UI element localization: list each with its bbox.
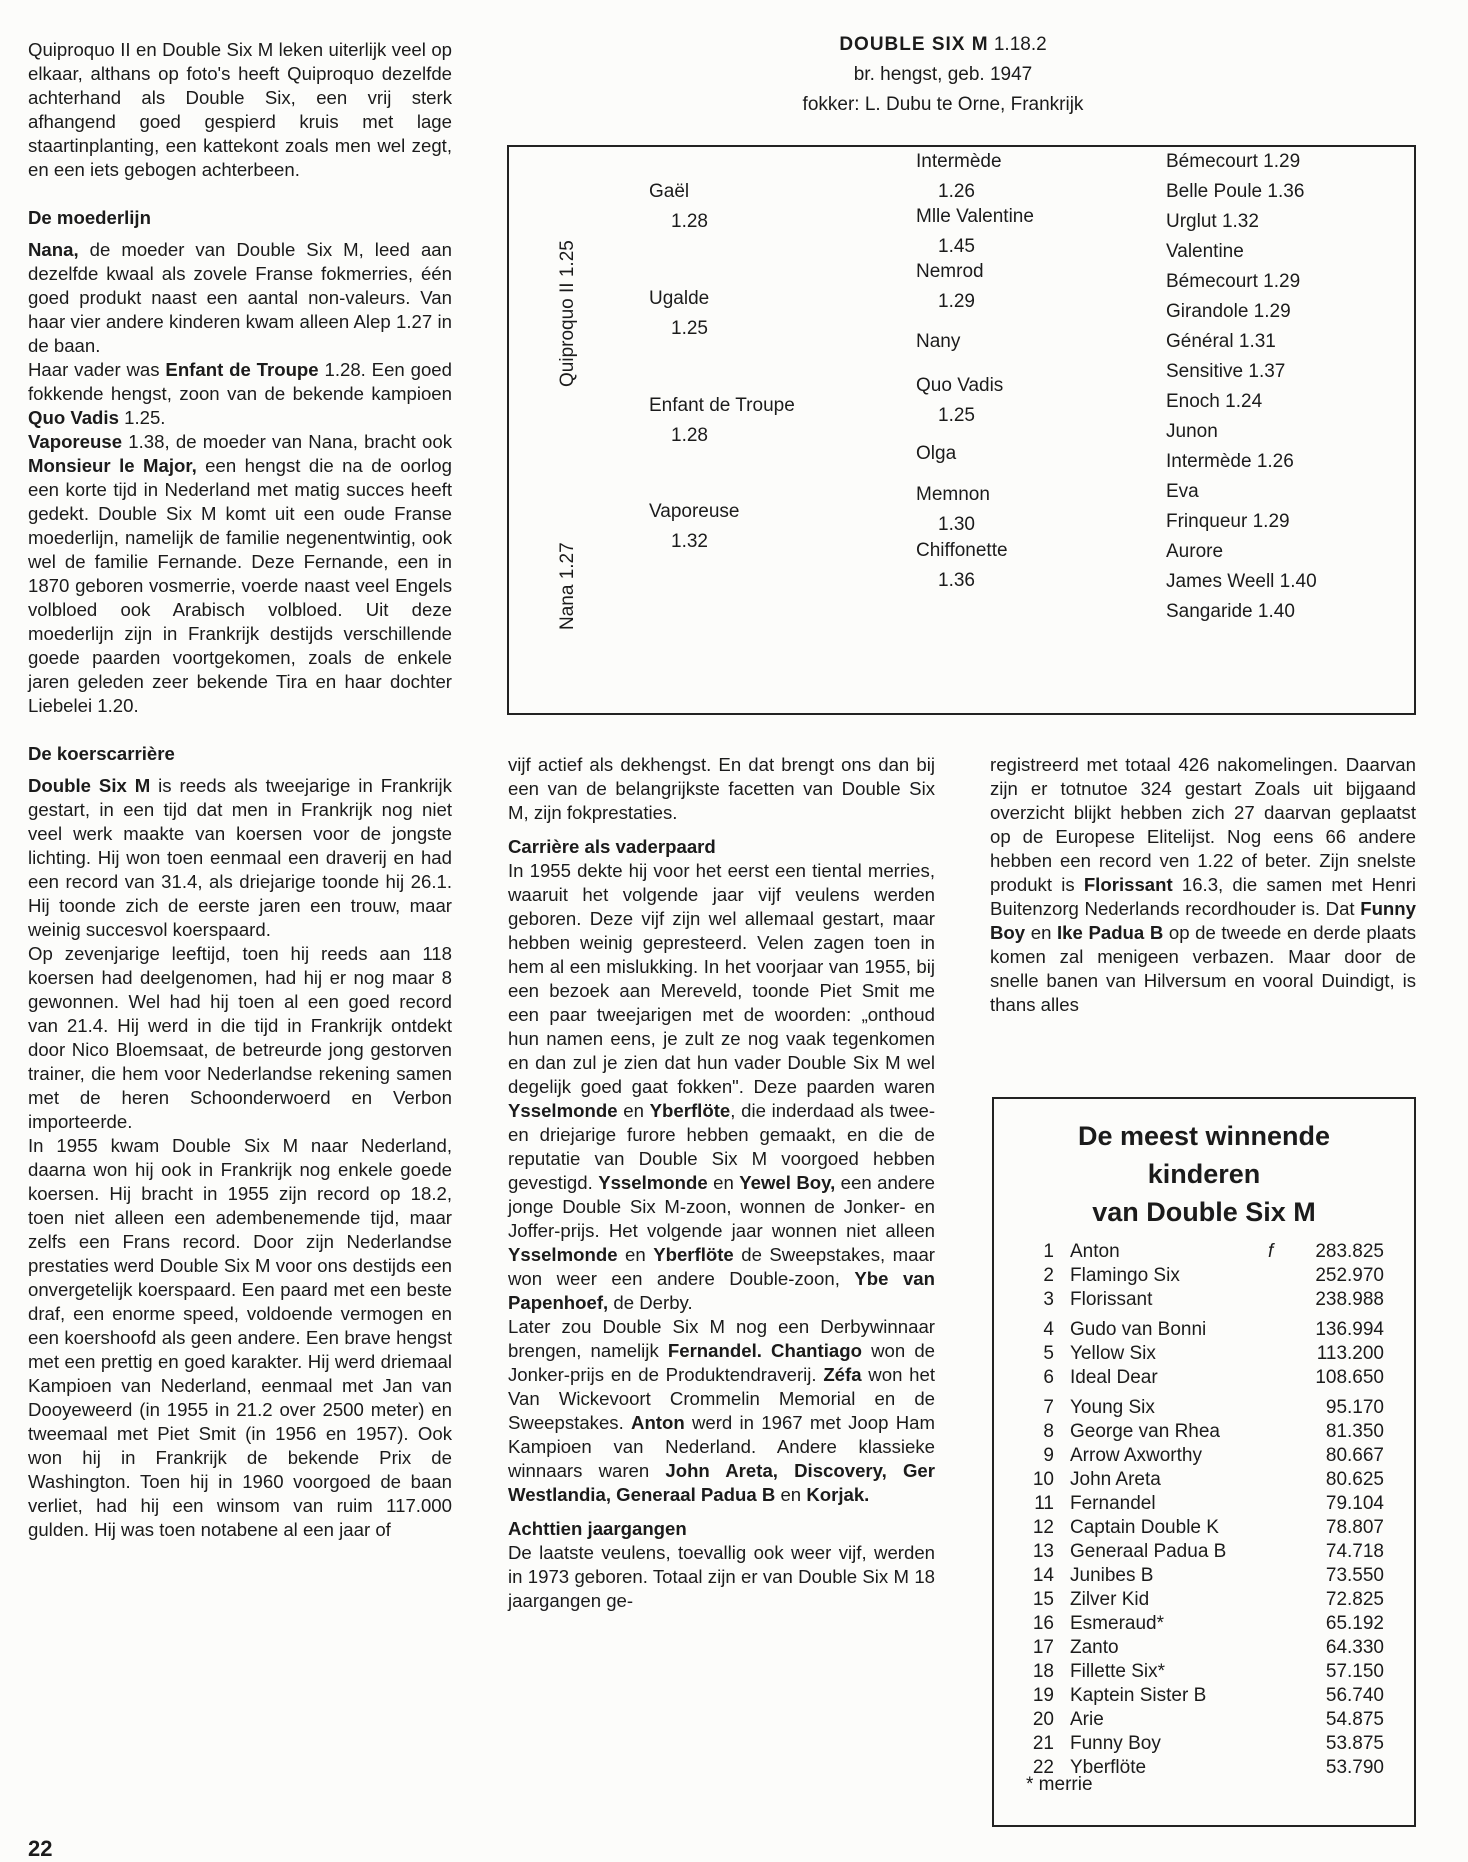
gen2-gael: Gaël 1.28 bbox=[649, 181, 708, 232]
gen3-valentine: Mlle Valentine 1.45 bbox=[916, 206, 1034, 257]
gen3-olga: Olga bbox=[916, 443, 957, 464]
paragraph-koers: Double Six M is reeds als tweejarige in Frankrijk gestart, in een tijd dat men in Frankrijk nog niet veel werk maakte van koersen voor de jongste lichting. Hij won toen eenmaal een draverij en had een record van 31.4, als driejarige toonde hij 26.1. Hij toonde zich de eerste jaren een trouw, maar weinig succesvol koerspaard. bbox=[28, 775, 452, 940]
winner-name: Arie bbox=[1070, 1709, 1104, 1730]
gen3-memnon: Memnon 1.30 bbox=[916, 484, 990, 535]
winner-row bbox=[1024, 1612, 1384, 1636]
gen2-enfant: Enfant de Troupe 1.28 bbox=[649, 395, 795, 446]
winner-row bbox=[1024, 1264, 1384, 1288]
winner-row bbox=[1024, 1540, 1384, 1564]
winner-name: Generaal Padua B bbox=[1070, 1541, 1227, 1562]
winner-name: Anton bbox=[1070, 1241, 1120, 1262]
paragraph-vaporeuse: Vaporeuse 1.38, de moeder van Nana, bracht ook Monsieur le Major, een hengst die na de oorlog een korte tijd in Nederland met matig succes heeft gedekt. Double Six M komt uit een oude Franse moederlijn, namelijk de familie negenentwintig, ook wel de familie Fernande. Deze Fernande, een in 1870 geboren vosmerrie, voerde naast veel Engels volbloed ook Arabisch volbloed. Uit deze moederlijn zijn in Frankrijk destijds verschillende goede paarden voortgekomen, zoals de enkele jaren geleden zeer bekende Tira en haar dochter Liebelei 1.20. bbox=[28, 431, 452, 716]
intro-paragraph: Quiproquo II en Double Six M leken uiterlijk veel op elkaar, althans op foto's heeft Quiproquo dezelfde achterhand als Double Six, een vrij sterk afhangend goed gespierd kruis met lage staartinplanting, een kattekont zoals men wel zegt, en een iets gebogen achterbeen. bbox=[28, 39, 452, 180]
winners-title: De meest winnende kinderen van Double Six M bbox=[1077, 1121, 1331, 1227]
winner-earnings: 283.825 bbox=[1315, 1241, 1384, 1262]
winner-row bbox=[1024, 1240, 1384, 1264]
gen3-intermede: Intermède 1.26 bbox=[916, 151, 1002, 202]
winner-name: Junibes B bbox=[1070, 1565, 1154, 1586]
winner-earnings: 79.104 bbox=[1325, 1493, 1384, 1514]
winner-row bbox=[1024, 1420, 1384, 1444]
winner-earnings: 252.970 bbox=[1315, 1265, 1384, 1286]
dam-label: Nana 1.27 bbox=[557, 542, 578, 630]
gen4-column: Bémecourt 1.29 Belle Poule 1.36 Urglut 1.32 Valentine Bémecourt 1.29 Girandole 1.29 Général 1.31 Sensitive 1.37 Enoch 1.24 Junon Intermède 1.26 Eva Frinqueur 1.29 Aurore James Weell 1.40 Sangaride 1.40 bbox=[1166, 151, 1317, 622]
winner-name: Flamingo Six bbox=[1070, 1265, 1180, 1286]
gen3-nemrod: Nemrod 1.29 bbox=[916, 261, 984, 312]
gen2-ugalde: Ugalde 1.25 bbox=[649, 288, 710, 339]
paragraph-laatste-veulens: De laatste veulens, toevallig ook weer vijf, werden in 1973 geboren. Totaal zijn er van Double Six M 18 jaargangen ge- bbox=[508, 1542, 935, 1611]
paragraph-nana: Nana, de moeder van Double Six M, leed aan dezelfde kwaal als zovele Franse fokmerries, één goed produkt naast een aantal non-valeurs. Van haar vier andere kinderen kwam alleen Alep 1.27 in de baan. bbox=[28, 239, 452, 356]
winner-rank: 7 bbox=[1043, 1397, 1054, 1418]
winner-earnings: 54.875 bbox=[1325, 1709, 1384, 1730]
paragraph-1955: In 1955 kwam Double Six M naar Nederland, daarna won hij ook in Frankrijk nog enkele goede koersen. Hij bracht in 1955 zijn record op 18.2, toen niet alleen een adembenemende tijd, maar zelfs een Frans record. Door zijn Nederlandse prestaties werd Double Six M voor ons destijds een onvergetelijk koerspaard. Een paard met een beste draf, een enorme speed, voldoende vermogen en een koershoofd als geen andere. Een brave hengst met een prettig en goed karakter. Hij werd driemaal Kampioen van Nederland, eenmaal met Jan van Dooyeweerd (in 1955 in 21.2 over 2500 meter) en tweemaal met Piet Smit (in 1956 en 1957). Ook won hij in Frankrijk de bekende Prix de Washington. Toen hij in 1960 voorgoed de baan verliet, had hij een winsom van ruim 117.000 gulden. Hij was toen notabene al een jaar of bbox=[28, 1135, 452, 1540]
winners-list bbox=[1024, 1240, 1384, 1780]
winner-row bbox=[1024, 1660, 1384, 1684]
winner-rank: 2 bbox=[1043, 1265, 1054, 1286]
winner-name: Funny Boy bbox=[1070, 1733, 1161, 1754]
winner-row bbox=[1024, 1516, 1384, 1540]
winner-rank: 21 bbox=[1032, 1733, 1054, 1754]
currency-symbol: f bbox=[1268, 1241, 1274, 1262]
winner-earnings: 65.192 bbox=[1325, 1613, 1384, 1634]
winner-row bbox=[1024, 1468, 1384, 1492]
winner-row bbox=[1024, 1684, 1384, 1708]
winner-earnings: 113.200 bbox=[1316, 1343, 1384, 1364]
winner-earnings: 53.875 bbox=[1325, 1733, 1384, 1754]
winner-name: Kaptein Sister B bbox=[1070, 1685, 1207, 1706]
winner-rank: 19 bbox=[1032, 1685, 1054, 1706]
sire-label: Quiproquo II 1.25 bbox=[557, 240, 578, 387]
winner-rank: 4 bbox=[1043, 1319, 1054, 1340]
winner-row bbox=[1024, 1492, 1384, 1516]
gen3-chiffonette: Chiffonette 1.36 bbox=[916, 540, 1008, 591]
winner-rank: 9 bbox=[1043, 1445, 1054, 1466]
winner-row bbox=[1024, 1366, 1384, 1390]
winner-rank: 11 bbox=[1034, 1493, 1054, 1514]
winner-name: Florissant bbox=[1070, 1289, 1153, 1310]
paragraph-zevenjarig: Op zevenjarige leeftijd, toen hij reeds aan 118 koersen had deelgenomen, had hij er nog maar 8 gewonnen. Wel had hij toen al een goed record van 21.4. Hij werd in die tijd in Frankrijk ontdekt door Nico Bloemsaat, de betreurde jong gestorven trainer, die hem voor Nederlandse rekening samen met de heren Schoonderwoerd en Verbon importeerde. bbox=[28, 943, 452, 1132]
winner-rank: 12 bbox=[1032, 1517, 1054, 1538]
winner-earnings: 108.650 bbox=[1315, 1367, 1384, 1388]
winner-row bbox=[1024, 1564, 1384, 1588]
paragraph-1955-dekte: In 1955 dekte hij voor het eerst een tiental merries, waaruit het volgende jaar vijf veulens werden geboren. Deze vijf zijn wel allemaal gestart, maar hebben weinig gepresteerd. Velen zagen toen in hem al een mislukking. In het voorjaar van 1955, bij een bezoek aan Mereveld, toonde Piet Smit me een paar tweejarigen met de woorden: „onthoud hun namen eens, je zult ze nog vaak tegenkomen en dan zul je zien dat hun vader Double Six M wel degelijk goed gaat fokken". Deze paarden waren Ysselmonde en Yberflöte, die inderdaad als twee- en driejarige furore hebben gemaakt, en die de reputatie van Double Six M voorgoed hebben gevestigd. Ysselmonde en Yewel Boy, een andere jonge Double Six M-zoon, wonnen de Jonker- en Joffer-prijs. Het volgende jaar wonnen niet alleen Ysselmonde en Yberflöte de Sweepstakes, maar won weer een andere Double-zoon, Ybe van Papenhoef, de Derby. bbox=[508, 860, 936, 1313]
pedigree-header bbox=[508, 30, 1378, 120]
winner-rank: 8 bbox=[1043, 1421, 1054, 1442]
winner-rank: 13 bbox=[1032, 1541, 1054, 1562]
gen3-nany: Nany bbox=[916, 331, 961, 352]
heading-achttien: Achttien jaargangen bbox=[508, 1518, 687, 1539]
winner-row bbox=[1024, 1636, 1384, 1660]
winner-rank: 18 bbox=[1032, 1661, 1054, 1682]
heading-moederlijn: De moederlijn bbox=[28, 207, 151, 228]
winner-earnings: 53.790 bbox=[1325, 1757, 1384, 1778]
gen3-quovadis: Quo Vadis 1.25 bbox=[916, 375, 1004, 426]
winner-name: Fernandel bbox=[1070, 1493, 1156, 1514]
paragraph-dekhengst: vijf actief als dekhengst. En dat brengt ons dan bij een van de belangrijkste facetten van Double Six M, zijn fokprestaties. bbox=[508, 754, 935, 823]
pedigree-table bbox=[507, 145, 1416, 715]
winner-name: Fillette Six* bbox=[1070, 1661, 1166, 1682]
winner-rank: 1 bbox=[1043, 1241, 1054, 1262]
winner-name: George van Rhea bbox=[1070, 1421, 1220, 1442]
right-column bbox=[990, 753, 1416, 1017]
winner-rank: 15 bbox=[1032, 1589, 1054, 1610]
winner-row bbox=[1024, 1396, 1384, 1420]
winner-row bbox=[1024, 1288, 1384, 1312]
winner-name: Zanto bbox=[1070, 1637, 1119, 1658]
winner-name: Yberflöte bbox=[1070, 1757, 1147, 1778]
left-column bbox=[28, 38, 452, 1542]
horse-name: DOUBLE SIX M bbox=[839, 34, 989, 55]
winners-box bbox=[992, 1097, 1416, 1827]
winner-rank: 22 bbox=[1032, 1757, 1054, 1778]
gen2-vaporeuse: Vaporeuse 1.32 bbox=[649, 501, 740, 552]
winner-rank: 14 bbox=[1032, 1565, 1054, 1586]
winner-rank: 20 bbox=[1032, 1709, 1054, 1730]
winner-row bbox=[1024, 1318, 1384, 1342]
winner-earnings: 57.150 bbox=[1325, 1661, 1384, 1682]
winner-name: Young Six bbox=[1070, 1397, 1155, 1418]
winner-row bbox=[1024, 1342, 1384, 1366]
breeder: fokker: L. Dubu te Orne, Frankrijk bbox=[802, 94, 1084, 115]
winner-name: Gudo van Bonni bbox=[1070, 1319, 1207, 1340]
winner-earnings: 95.170 bbox=[1325, 1397, 1384, 1418]
winner-row bbox=[1024, 1588, 1384, 1612]
paragraph-nakomelingen: registreerd met totaal 426 nakomelingen. Daarvan zijn er totnutoe 324 gestart Zoals uit bijgaand overzicht blijkt hebben zich 27 daarvan geplaatst op de Europese Elitelijst. Nog eens 66 andere hebben een record ven 1.22 of beter. Zijn snelste produkt is Florissant 16.3, die samen met Henri Buitenzorg Nederlands recordhouder is. Dat Funny Boy en Ike Padua B op de tweede en derde plaats komen zal menigeen verbazen. Maar door de snelle banen van Hilversum en vooral Duindigt, is thans alles bbox=[990, 754, 1417, 1015]
winner-rank: 3 bbox=[1043, 1289, 1054, 1310]
winner-earnings: 136.994 bbox=[1315, 1319, 1384, 1340]
winner-earnings: 64.330 bbox=[1325, 1637, 1384, 1658]
winner-name: Ideal Dear bbox=[1070, 1367, 1158, 1388]
winner-name: Captain Double K bbox=[1070, 1517, 1219, 1538]
horse-record: 1.18.2 bbox=[993, 34, 1047, 55]
winner-earnings: 78.807 bbox=[1325, 1517, 1384, 1538]
winner-name: John Areta bbox=[1070, 1469, 1161, 1490]
winner-rank: 10 bbox=[1032, 1469, 1054, 1490]
winner-rank: 6 bbox=[1043, 1367, 1054, 1388]
page-number: 22 bbox=[28, 1836, 53, 1861]
winner-rank: 17 bbox=[1032, 1637, 1054, 1658]
heading-vaderpaard: Carrière als vaderpaard bbox=[508, 836, 716, 857]
heading-koerscarriere: De koerscarrière bbox=[28, 743, 175, 764]
winner-row bbox=[1024, 1444, 1384, 1468]
paragraph-enfant: Haar vader was Enfant de Troupe 1.28. Een goed fokkende hengst, zoon van de bekende kampioen Quo Vadis 1.25. bbox=[28, 359, 452, 428]
winner-earnings: 81.350 bbox=[1325, 1421, 1384, 1442]
horse-description: br. hengst, geb. 1947 bbox=[853, 64, 1033, 85]
winner-earnings: 56.740 bbox=[1325, 1685, 1384, 1706]
winner-earnings: 73.550 bbox=[1325, 1565, 1384, 1586]
mare-note: * merrie bbox=[1026, 1774, 1093, 1795]
winner-row bbox=[1024, 1732, 1384, 1756]
winner-name: Arrow Axworthy bbox=[1070, 1445, 1202, 1466]
winner-name: Yellow Six bbox=[1070, 1343, 1156, 1364]
winner-rank: 5 bbox=[1043, 1343, 1054, 1364]
middle-column bbox=[508, 753, 935, 1613]
winner-name: Esmeraud* bbox=[1070, 1613, 1164, 1634]
winner-row bbox=[1024, 1708, 1384, 1732]
winner-earnings: 80.625 bbox=[1325, 1469, 1384, 1490]
winner-earnings: 238.988 bbox=[1315, 1289, 1384, 1310]
paragraph-derbywinnaar: Later zou Double Six M nog een Derbywinnaar brengen, namelijk Fernandel. Chantiago won de Jonker-prijs en de Produktendraverij. Zéfa won het Van Wickevoort Crommelin Memorial en de Sweepstakes. Anton werd in 1967 met Joop Ham Kampioen van Nederland. Andere klassieke winnaars waren John Areta, Discovery, Ger Westlandia, Generaal Padua B en Korjak. bbox=[508, 1316, 936, 1505]
winner-earnings: 72.825 bbox=[1325, 1589, 1384, 1610]
winner-name: Zilver Kid bbox=[1070, 1589, 1150, 1610]
winner-earnings: 74.718 bbox=[1325, 1541, 1384, 1562]
winner-rank: 16 bbox=[1032, 1613, 1054, 1634]
winner-earnings: 80.667 bbox=[1325, 1445, 1384, 1466]
